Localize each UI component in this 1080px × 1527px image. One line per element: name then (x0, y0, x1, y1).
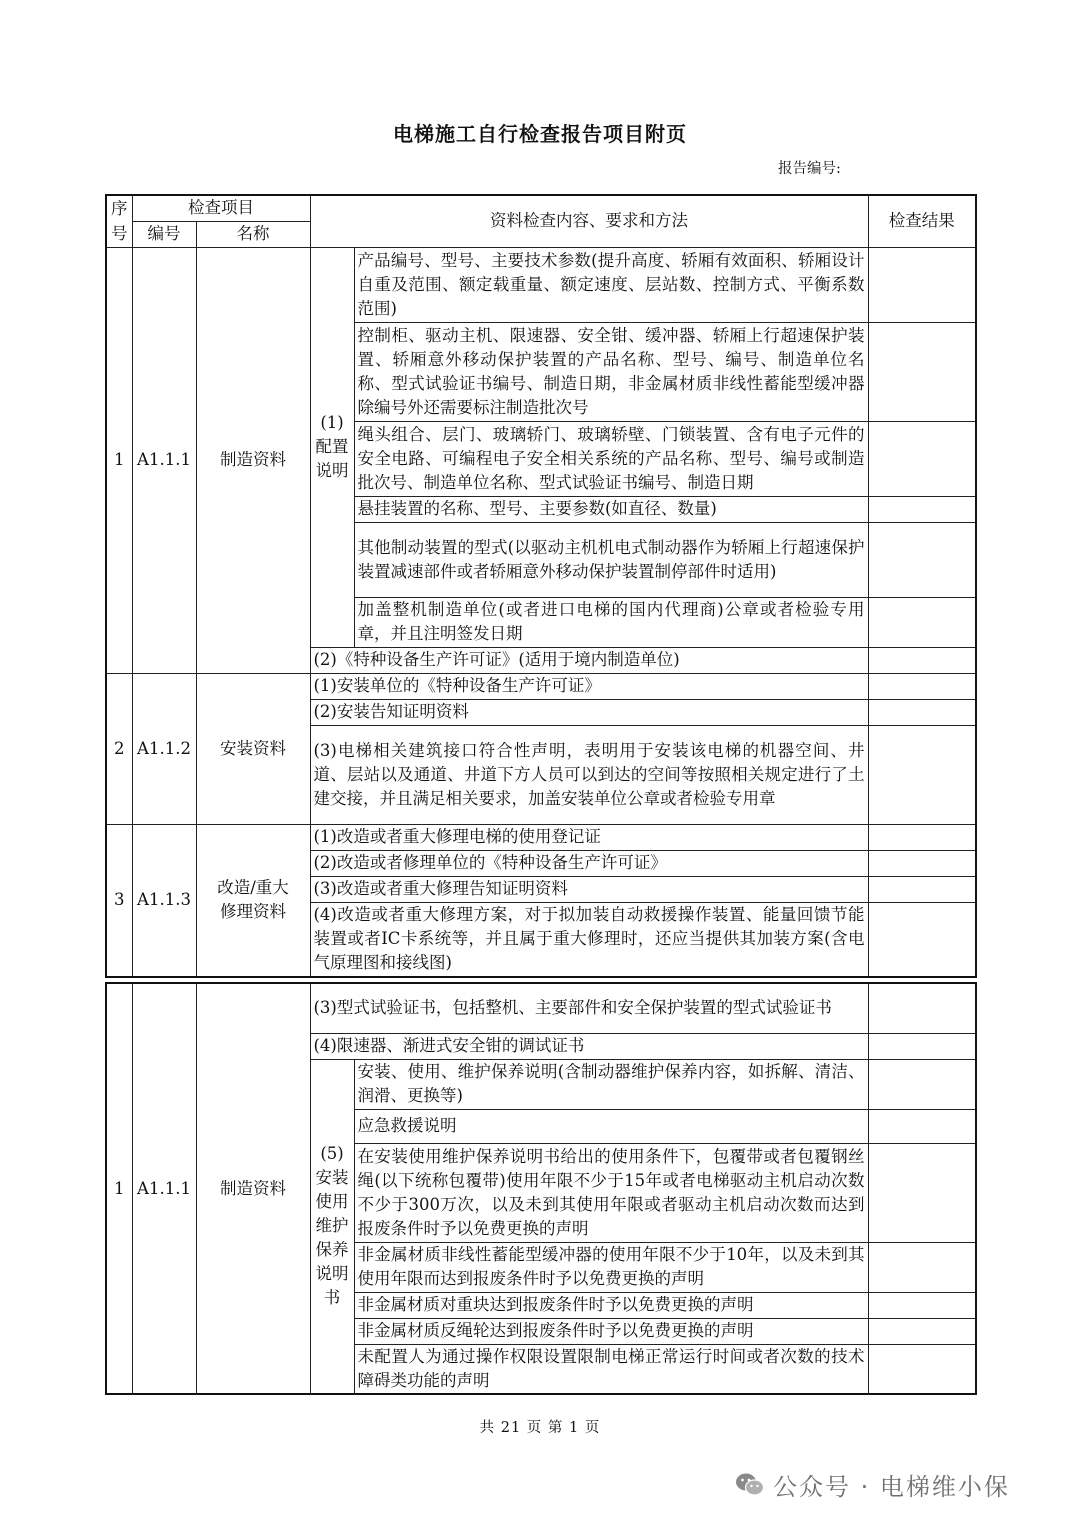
result-cell[interactable] (868, 699, 976, 725)
row4-sub5-label: (5)安装使用维护保养说明书 (310, 1059, 354, 1394)
result-cell[interactable] (868, 902, 976, 977)
inspection-table-continued (105, 982, 977, 1395)
result-cell[interactable] (868, 597, 976, 647)
result-cell[interactable] (868, 496, 976, 522)
result-cell[interactable] (868, 322, 976, 421)
result-cell[interactable] (868, 247, 976, 322)
row4-sub5-item: 非金属材质非线性蓄能型缓冲器的使用年限不少于10年，以及未到其使用年限而达到报废条件时予以免费更换的声明 (354, 1242, 868, 1292)
row1-sub1-item: 加盖整机制造单位(或者进口电梯的国内代理商)公章或者检验专用章，并且注明签发日期 (354, 597, 868, 647)
row3-code: A1.1.3 (132, 824, 196, 977)
inspection-table (105, 194, 977, 978)
row3-item: (3)改造或者重大修理告知证明资料 (310, 876, 868, 902)
result-cell[interactable] (868, 673, 976, 699)
row1-sub1-item: 悬挂装置的名称、型号、主要参数(如直径、数量) (354, 496, 868, 522)
row4-sub5-item: 安装、使用、维护保养说明(含制动器维护保养内容，如拆解、清洁、润滑、更换等) (354, 1059, 868, 1109)
row4-item4: (4)限速器、渐进式安全钳的调试证书 (310, 1033, 868, 1059)
row3-name: 改造/重大修理资料 (196, 824, 310, 977)
result-cell[interactable] (868, 1143, 976, 1242)
row4-sub5-item: 应急救援说明 (354, 1109, 868, 1143)
result-cell[interactable] (868, 1344, 976, 1394)
row1-sub1-item: 产品编号、型号、主要技术参数(提升高度、轿厢有效面积、轿厢设计自重及范围、额定载重量、额定速度、层站数、控制方式、平衡系数范围) (354, 247, 868, 322)
header-result: 检查结果 (868, 195, 976, 247)
row4-name: 制造资料 (196, 983, 310, 1394)
row1-name: 制造资料 (196, 247, 310, 673)
row2-item: (1)安装单位的《特种设备生产许可证》 (310, 673, 868, 699)
result-cell[interactable] (868, 1109, 976, 1143)
row2-name: 安装资料 (196, 673, 310, 824)
header-item: 检查项目 (132, 195, 310, 221)
watermark (735, 1467, 1010, 1502)
row4-sub5-item: 在安装使用维护保养说明书给出的使用条件下，包覆带或者包覆钢丝绳(以下统称包覆带)使用年限不少于15年或者电梯驱动主机启动次数不少于300万次，以及未到其使用年限或者驱动主机启动次数而达到报废条件时予以免费更换的声明 (354, 1143, 868, 1242)
result-cell[interactable] (868, 421, 976, 496)
row1-sub1-item: 其他制动装置的型式(以驱动主机机电式制动器作为轿厢上行超速保护装置减速部件或者轿厢意外移动保护装置制停部件时适用) (354, 522, 868, 597)
page-title: 电梯施工自行检查报告项目附页 (393, 122, 687, 146)
row4-item3: (3)型式试验证书，包括整机、主要部件和安全保护装置的型式试验证书 (310, 983, 868, 1033)
row2-seq: 2 (106, 673, 132, 824)
row1-sub1-item: 绳头组合、层门、玻璃轿门、玻璃轿壁、门锁装置、含有电子元件的安全电路、可编程电子安全相关系统的产品名称、型号、编号或制造批次号、制造单位名称、型式试验证书编号、制造日期 (354, 421, 868, 496)
result-cell[interactable] (868, 522, 976, 597)
result-cell[interactable] (868, 1318, 976, 1344)
header-name: 名称 (196, 221, 310, 247)
page-footer: 共 21 页 第 1 页 (479, 1420, 601, 1436)
result-cell[interactable] (868, 850, 976, 876)
row2-item: (2)安装告知证明资料 (310, 699, 868, 725)
result-cell[interactable] (868, 1242, 976, 1292)
row1-sub1-label: (1)配置说明 (310, 247, 354, 647)
row3-item: (2)改造或者修理单位的《特种设备生产许可证》 (310, 850, 868, 876)
result-cell[interactable] (868, 876, 976, 902)
row3-item: (1)改造或者重大修理电梯的使用登记证 (310, 824, 868, 850)
row4-sub5-item: 非金属材质反绳轮达到报废条件时予以免费更换的声明 (354, 1318, 868, 1344)
wechat-icon (735, 1472, 765, 1498)
row4-sub5-item: 未配置人为通过操作权限设置限制电梯正常运行时间或者次数的技术障碍类功能的声明 (354, 1344, 868, 1394)
row3-item: (4)改造或者重大修理方案，对于拟加装自动救援操作装置、能量回馈节能装置或者IC卡系统等，并且属于重大修理时，还应当提供其加装方案(含电气原理图和接线图) (310, 902, 868, 977)
row1-sub2: (2)《特种设备生产许可证》(适用于境内制造单位) (310, 647, 868, 673)
row1-seq: 1 (106, 247, 132, 673)
watermark-text: 公众号 · 电梯维小保 (773, 1473, 1010, 1501)
report-number-label: 报告编号: (778, 161, 841, 177)
row3-seq: 3 (106, 824, 132, 977)
header-code: 编号 (132, 221, 196, 247)
row4-sub5-item: 非金属材质对重块达到报废条件时予以免费更换的声明 (354, 1292, 868, 1318)
result-cell[interactable] (868, 824, 976, 850)
result-cell[interactable] (868, 725, 976, 824)
row1-sub1-item: 控制柜、驱动主机、限速器、安全钳、缓冲器、轿厢上行超速保护装置、轿厢意外移动保护装置的产品名称、型号、编号、制造单位名称、型式试验证书编号、制造日期，非金属材质非线性蓄能型缓冲器除编号外还需要标注制造批次号 (354, 322, 868, 421)
result-cell[interactable] (868, 1292, 976, 1318)
header-seq: 序号 (106, 195, 132, 247)
row4-code: A1.1.1 (132, 983, 196, 1394)
row4-seq: 1 (106, 983, 132, 1394)
result-cell[interactable] (868, 647, 976, 673)
header-content: 资料检查内容、要求和方法 (310, 195, 868, 247)
row2-code: A1.1.2 (132, 673, 196, 824)
result-cell[interactable] (868, 983, 976, 1033)
row2-item: (3)电梯相关建筑接口符合性声明，表明用于安装该电梯的机器空间、井道、层站以及通道、井道下方人员可以到达的空间等按照相关规定进行了土建交接，并且满足相关要求，加盖安装单位公章或者检验专用章 (310, 725, 868, 824)
result-cell[interactable] (868, 1033, 976, 1059)
result-cell[interactable] (868, 1059, 976, 1109)
row1-code: A1.1.1 (132, 247, 196, 673)
